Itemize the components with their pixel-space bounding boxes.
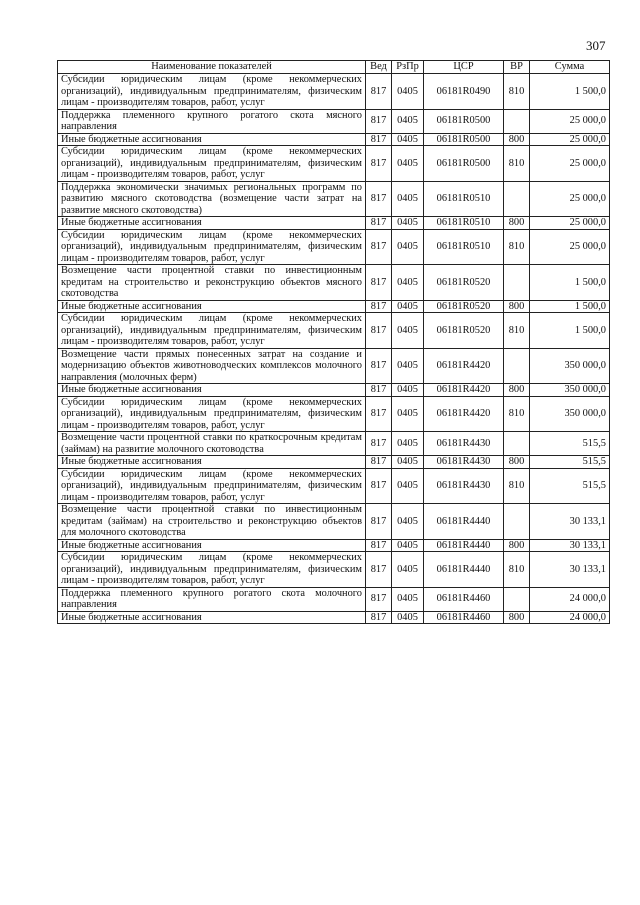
cell-sum: 25 000,0 [530, 146, 610, 182]
cell-vr: 810 [504, 396, 530, 432]
cell-vr: 800 [504, 384, 530, 397]
table-row [58, 587, 610, 611]
cell-name: Возмещение части процентной ставки по краткосрочным кредитам (займам) на развитие молочного скотоводства [58, 432, 366, 456]
cell-ved: 817 [366, 229, 392, 265]
cell-name: Иные бюджетные ассигнования [58, 539, 366, 552]
cell-sum: 24 000,0 [530, 587, 610, 611]
cell-sum: 24 000,0 [530, 611, 610, 624]
cell-sum: 25 000,0 [530, 217, 610, 230]
cell-name: Поддержка экономически значимых региональных программ по развитию мясного скотоводства (возмещение части затрат на развитие мясного скотоводства) [58, 181, 366, 217]
cell-sum: 515,5 [530, 456, 610, 469]
cell-name: Субсидии юридическим лицам (кроме некоммерческих организаций), индивидуальным предпринимателям, физическим лицам - производителям товаров, работ, услуг [58, 146, 366, 182]
cell-csr: 06181R0490 [424, 74, 504, 110]
table-row [58, 611, 610, 624]
cell-rzpr: 0405 [392, 146, 424, 182]
cell-ved: 817 [366, 133, 392, 146]
cell-ved: 817 [366, 300, 392, 313]
cell-ved: 817 [366, 181, 392, 217]
cell-sum: 1 500,0 [530, 74, 610, 110]
cell-rzpr: 0405 [392, 265, 424, 301]
cell-name: Возмещение части прямых понесенных затрат на создание и модернизацию объектов животноводческих комплексов молочного направления (молочных ферм) [58, 348, 366, 384]
cell-ved: 817 [366, 611, 392, 624]
cell-ved: 817 [366, 109, 392, 133]
table-row [58, 539, 610, 552]
cell-csr: 06181R0520 [424, 313, 504, 349]
cell-ved: 817 [366, 552, 392, 588]
table-row [58, 348, 610, 384]
cell-rzpr: 0405 [392, 229, 424, 265]
cell-csr: 06181R0520 [424, 300, 504, 313]
cell-rzpr: 0405 [392, 504, 424, 540]
cell-csr: 06181R4440 [424, 552, 504, 588]
cell-sum: 25 000,0 [530, 229, 610, 265]
cell-rzpr: 0405 [392, 587, 424, 611]
cell-name: Субсидии юридическим лицам (кроме некоммерческих организаций), индивидуальным предпринимателям, физическим лицам - производителям товаров, работ, услуг [58, 229, 366, 265]
cell-rzpr: 0405 [392, 396, 424, 432]
table-row [58, 146, 610, 182]
cell-sum: 25 000,0 [530, 109, 610, 133]
cell-name: Субсидии юридическим лицам (кроме некоммерческих организаций), индивидуальным предпринимателям, физическим лицам - производителям товаров, работ, услуг [58, 74, 366, 110]
cell-sum: 25 000,0 [530, 133, 610, 146]
cell-csr: 06181R4430 [424, 432, 504, 456]
cell-csr: 06181R0500 [424, 133, 504, 146]
cell-name: Возмещение части процентной ставки по инвестиционным кредитам на строительство и реконструкцию объектов мясного скотоводства [58, 265, 366, 301]
cell-name: Субсидии юридическим лицам (кроме некоммерческих организаций), индивидуальным предпринимателям, физическим лицам - производителям товаров, работ, услуг [58, 396, 366, 432]
cell-name: Иные бюджетные ассигнования [58, 384, 366, 397]
cell-csr: 06181R4460 [424, 587, 504, 611]
table-header-row [58, 61, 610, 74]
table-row [58, 432, 610, 456]
cell-ved: 817 [366, 384, 392, 397]
cell-sum: 515,5 [530, 468, 610, 504]
header-sum: Сумма [530, 61, 610, 74]
cell-name: Субсидии юридическим лицам (кроме некоммерческих организаций), индивидуальным предпринимателям, физическим лицам - производителям товаров, работ, услуг [58, 468, 366, 504]
cell-ved: 817 [366, 265, 392, 301]
cell-vr [504, 504, 530, 540]
cell-csr: 06181R0510 [424, 229, 504, 265]
cell-ved: 817 [366, 587, 392, 611]
budget-table [57, 60, 610, 624]
cell-name: Иные бюджетные ассигнования [58, 611, 366, 624]
table-row [58, 265, 610, 301]
cell-csr: 06181R0520 [424, 265, 504, 301]
table-row [58, 181, 610, 217]
table-row [58, 456, 610, 469]
header-name: Наименование показателей [58, 61, 366, 74]
cell-vr: 810 [504, 313, 530, 349]
table-row [58, 217, 610, 230]
cell-csr: 06181R4420 [424, 396, 504, 432]
cell-ved: 817 [366, 74, 392, 110]
cell-vr: 800 [504, 300, 530, 313]
cell-csr: 06181R4420 [424, 384, 504, 397]
cell-ved: 817 [366, 468, 392, 504]
cell-name: Субсидии юридическим лицам (кроме некоммерческих организаций), индивидуальным предпринимателям, физическим лицам - производителям товаров, работ, услуг [58, 313, 366, 349]
cell-csr: 06181R0510 [424, 217, 504, 230]
cell-sum: 30 133,1 [530, 539, 610, 552]
header-ved: Вед [366, 61, 392, 74]
cell-ved: 817 [366, 539, 392, 552]
table-body [58, 74, 610, 624]
cell-vr: 800 [504, 456, 530, 469]
cell-vr [504, 109, 530, 133]
cell-sum: 515,5 [530, 432, 610, 456]
cell-csr: 06181R4440 [424, 539, 504, 552]
cell-vr [504, 265, 530, 301]
cell-csr: 06181R0500 [424, 146, 504, 182]
cell-vr [504, 181, 530, 217]
cell-rzpr: 0405 [392, 217, 424, 230]
cell-vr: 800 [504, 611, 530, 624]
cell-sum: 25 000,0 [530, 181, 610, 217]
cell-sum: 350 000,0 [530, 384, 610, 397]
cell-rzpr: 0405 [392, 109, 424, 133]
cell-ved: 817 [366, 217, 392, 230]
cell-vr: 810 [504, 468, 530, 504]
cell-vr: 810 [504, 146, 530, 182]
cell-csr: 06181R4460 [424, 611, 504, 624]
cell-vr [504, 348, 530, 384]
cell-name: Иные бюджетные ассигнования [58, 456, 366, 469]
cell-vr: 800 [504, 217, 530, 230]
cell-vr [504, 587, 530, 611]
header-csr: ЦСР [424, 61, 504, 74]
table-row [58, 133, 610, 146]
cell-rzpr: 0405 [392, 133, 424, 146]
cell-ved: 817 [366, 504, 392, 540]
cell-csr: 06181R0500 [424, 109, 504, 133]
cell-rzpr: 0405 [392, 456, 424, 469]
cell-rzpr: 0405 [392, 611, 424, 624]
cell-csr: 06181R0510 [424, 181, 504, 217]
cell-name: Иные бюджетные ассигнования [58, 133, 366, 146]
cell-name: Иные бюджетные ассигнования [58, 217, 366, 230]
cell-csr: 06181R4420 [424, 348, 504, 384]
table-row [58, 109, 610, 133]
cell-vr: 810 [504, 552, 530, 588]
cell-csr: 06181R4430 [424, 456, 504, 469]
table-row [58, 468, 610, 504]
table-row [58, 504, 610, 540]
cell-vr: 810 [504, 74, 530, 110]
cell-sum: 1 500,0 [530, 265, 610, 301]
cell-sum: 350 000,0 [530, 396, 610, 432]
cell-csr: 06181R4430 [424, 468, 504, 504]
cell-ved: 817 [366, 313, 392, 349]
table-row [58, 74, 610, 110]
cell-rzpr: 0405 [392, 313, 424, 349]
cell-name: Субсидии юридическим лицам (кроме некоммерческих организаций), индивидуальным предпринимателям, физическим лицам - производителям товаров, работ, услуг [58, 552, 366, 588]
table-row [58, 384, 610, 397]
table-row [58, 300, 610, 313]
cell-ved: 817 [366, 456, 392, 469]
cell-sum: 30 133,1 [530, 552, 610, 588]
cell-vr: 810 [504, 229, 530, 265]
table-row [58, 313, 610, 349]
cell-sum: 350 000,0 [530, 348, 610, 384]
table-row [58, 229, 610, 265]
cell-name: Поддержка племенного крупного рогатого скота молочного направления [58, 587, 366, 611]
page-number: 307 [586, 38, 606, 53]
cell-rzpr: 0405 [392, 539, 424, 552]
header-rzpr: РзПр [392, 61, 424, 74]
cell-vr: 800 [504, 133, 530, 146]
cell-name: Поддержка племенного крупного рогатого скота мясного направления [58, 109, 366, 133]
cell-sum: 30 133,1 [530, 504, 610, 540]
cell-vr [504, 432, 530, 456]
cell-ved: 817 [366, 348, 392, 384]
cell-rzpr: 0405 [392, 468, 424, 504]
cell-rzpr: 0405 [392, 552, 424, 588]
cell-rzpr: 0405 [392, 300, 424, 313]
cell-ved: 817 [366, 396, 392, 432]
header-vr: ВР [504, 61, 530, 74]
cell-rzpr: 0405 [392, 384, 424, 397]
cell-ved: 817 [366, 432, 392, 456]
cell-csr: 06181R4440 [424, 504, 504, 540]
cell-rzpr: 0405 [392, 181, 424, 217]
cell-vr: 800 [504, 539, 530, 552]
cell-ved: 817 [366, 146, 392, 182]
cell-sum: 1 500,0 [530, 300, 610, 313]
cell-sum: 1 500,0 [530, 313, 610, 349]
table-row [58, 552, 610, 588]
cell-rzpr: 0405 [392, 432, 424, 456]
cell-rzpr: 0405 [392, 348, 424, 384]
cell-rzpr: 0405 [392, 74, 424, 110]
cell-name: Возмещение части процентной ставки по инвестиционным кредитам (займам) на строительство и реконструкцию объектов для молочного скотоводства [58, 504, 366, 540]
table-row [58, 396, 610, 432]
cell-name: Иные бюджетные ассигнования [58, 300, 366, 313]
